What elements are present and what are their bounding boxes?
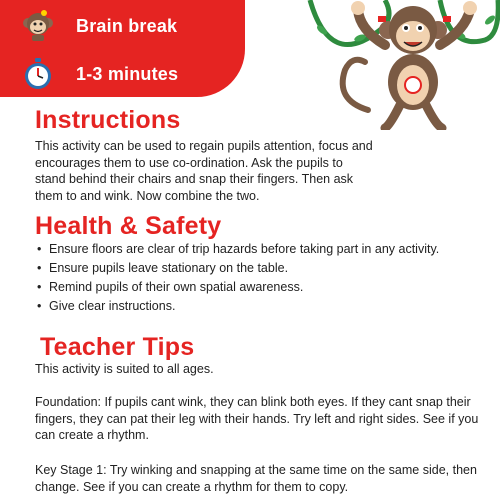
monkey-mascot-icon	[330, 0, 500, 130]
list-item: • Ensure pupils leave stationary on the table.	[35, 259, 455, 278]
monkey-head-icon	[18, 8, 58, 44]
brain-break-label: Brain break	[76, 15, 178, 36]
header-banner	[0, 0, 245, 97]
duration-label: 1-3 minutes	[76, 63, 179, 84]
health-safety-list	[35, 240, 455, 316]
stopwatch-icon	[18, 56, 58, 92]
duration-row	[0, 56, 178, 92]
instructions-body: This activity can be used to regain pupils attention, focus and encourages them to use co-ordination. Ask the pupils to stand behind their chairs and snap their fingers. Then ask them to and wink. Now combine the two.	[35, 139, 373, 203]
health-safety-heading: Health & Safety	[35, 212, 222, 240]
teacher-tips-intro: This activity is suited to all ages.	[35, 362, 214, 376]
list-item: • Give clear instructions.	[35, 297, 455, 316]
teacher-tips-heading: Teacher Tips	[40, 333, 195, 361]
list-item: • Ensure floors are clear of trip hazards before taking part in any activity.	[35, 240, 455, 259]
instructions-heading: Instructions	[35, 106, 181, 134]
teacher-tips-foundation: Foundation: If pupils cant wink, they can blink both eyes. If they cant snap their fingers, they can pat their leg with their hands. Try left and right sides. See if you can create a rhythm.	[35, 395, 479, 442]
list-item: • Remind pupils of their own spatial awareness.	[35, 278, 455, 297]
teacher-tips-key-stage-1: Key Stage 1: Try winking and snapping at the same time on the same side, then change. See if you can create a rhythm for them to copy.	[35, 463, 477, 494]
brain-break-row	[0, 8, 177, 44]
